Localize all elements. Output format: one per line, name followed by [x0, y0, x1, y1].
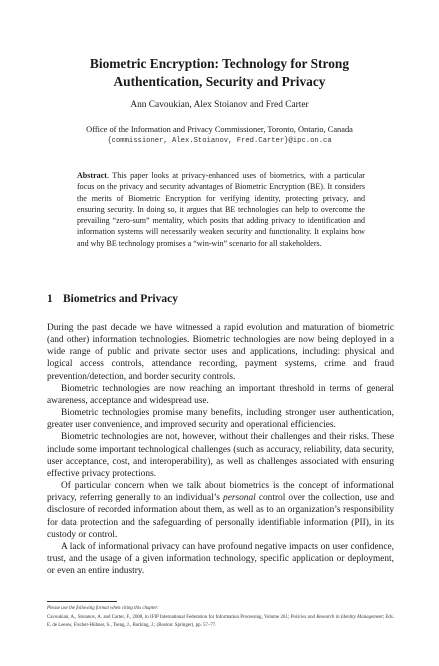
title-line-2: Authentication, Security and Privacy — [113, 74, 326, 89]
footnote-rule — [47, 601, 117, 602]
paper-title — [30, 55, 409, 91]
paragraph-1: During the past decade we have witnessed a rapid evolution and maturation of biometric (and other) information technologies. Biometric technologies are now being deployed in a wide range of public and private sector uses and applications, including: physical and logical access controls, attendance recording, payment systems, crime and fraud prevention/detection, and border security controls. — [47, 323, 394, 382]
paragraph-2: Biometric technologies are now reaching an important threshold in terms of general awareness, acceptance and widespread use. — [47, 383, 394, 406]
section-heading — [47, 292, 178, 306]
citation-part-b: ; Eds. E. de Leeuw, Fischer-Hübner, S., Tseng, J., Borking, J.; (Boston: Springer), pp. 57–77. — [47, 615, 394, 628]
citation-part-a: Cavoukian, A., Stoianov, A. and Carter, F., 2008, in IFIP International Federation for Information Processing, Volume 261; — [47, 615, 291, 620]
section-body — [47, 322, 394, 577]
section-title: Biometrics and Privacy — [63, 293, 178, 305]
abstract-text: . This paper looks at privacy-enhanced uses of biometrics, with a particular focus on the privacy and security advantages of Biometric Encryption (BE). It considers the merits of Biometric Encryption for verifying identity, protecting privacy, and ensuring security. In doing so, it argues that BE technologies can help to overcome the prevailing “zero-sum” mentality, which posits that adding privacy to identification and information systems will necessarily weaken security and functionality. It explains how and why BE technology promises a “win-win” scenario for all stakeholders. — [77, 171, 365, 248]
paragraph-3: Biometric technologies promise many benefits, including stronger user authentication, greater user convenience, and improved security and operational efficiencies. — [47, 408, 394, 431]
paragraph-5 — [47, 480, 394, 541]
paragraph-5-emphasis: personal — [223, 493, 256, 504]
affiliation: Office of the Information and Privacy Commissioner, Toronto, Ontario, Canada — [86, 125, 353, 134]
paragraph-4: Biometric technologies are not, however, without their challenges and their risks. These include some important technological challenges (such as accuracy, reliability, data security, user acceptance, cost, and interoperability), as well as challenges associated with ensuring effective privacy protections. — [47, 432, 394, 479]
paragraph-6: A lack of informational privacy can have profound negative impacts on user confidence, trust, and the usage of a given information technology, specific application or deployment, or even an entire industry. — [47, 541, 394, 577]
citation-book-title: Policies and Research in Identity Management — [290, 615, 383, 620]
abstract — [77, 170, 365, 249]
abstract-label: Abstract — [77, 171, 107, 180]
authors: Ann Cavoukian, Alex Stoianov and Fred Carter — [130, 100, 309, 110]
title-line-1: Biometric Encryption: Technology for Strong — [89, 56, 350, 71]
paragraph-5-start: Of particular concern when we talk about biometrics is the concept of informational privacy, referring generally to an individual’s — [47, 481, 394, 504]
citation — [47, 614, 394, 629]
citation-note: Please use the following format when citing this chapter: — [47, 606, 159, 611]
paragraph-5-end: control over the collection, use and disclosure of recorded information about them, as well as to an organization’s responsibility for data protection and the safeguarding of personally identifiable information (PII), in its custody or control. — [47, 493, 394, 540]
author-emails: {commissioner, Alex.Stoianov, Fred.Carter}@ipc.on.ca — [107, 137, 332, 145]
section-number: 1 — [47, 293, 53, 305]
